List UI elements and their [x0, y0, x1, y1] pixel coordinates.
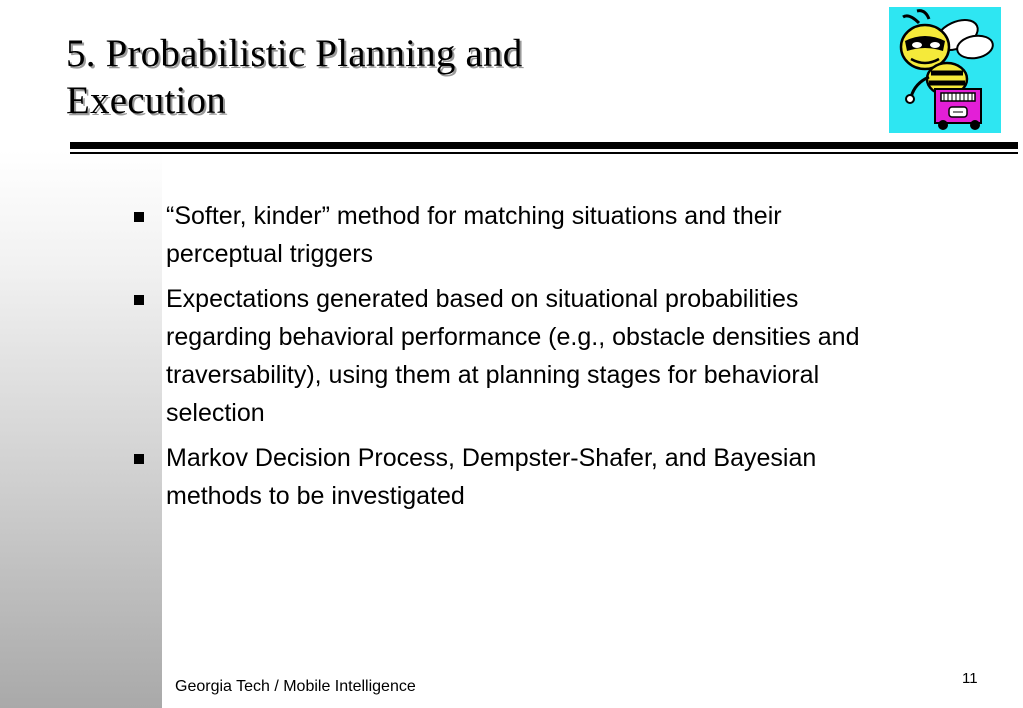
title-line-1: 5. Probabilistic Planning and	[66, 32, 523, 75]
title-rule-thick	[70, 142, 1018, 149]
page-number: 11	[962, 670, 978, 687]
bullet-text: “Softer, kinder” method for matching situations and their perceptual triggers	[166, 202, 782, 268]
bullet-item	[132, 280, 902, 432]
square-bullet-icon	[134, 295, 144, 305]
bullet-item	[132, 439, 902, 515]
bullet-item	[132, 197, 902, 273]
bullet-text: Markov Decision Process, Dempster-Shafer, and Bayesian methods to be investigated	[166, 444, 817, 510]
footer-text: Georgia Tech / Mobile Intelligence	[175, 678, 416, 695]
bullet-text: Expectations generated based on situational probabilities regarding behavioral performance (e.g., obstacle densities and traversability), using them at planning stages for behavioral selection	[166, 285, 860, 427]
square-bullet-icon	[134, 212, 144, 222]
slide-title	[66, 30, 826, 124]
yellow-jacket-mascot-icon	[889, 7, 1001, 133]
title-rule-thin	[70, 152, 1018, 154]
title-line-2: Execution	[66, 79, 226, 122]
bullet-list	[132, 197, 902, 522]
square-bullet-icon	[134, 454, 144, 464]
